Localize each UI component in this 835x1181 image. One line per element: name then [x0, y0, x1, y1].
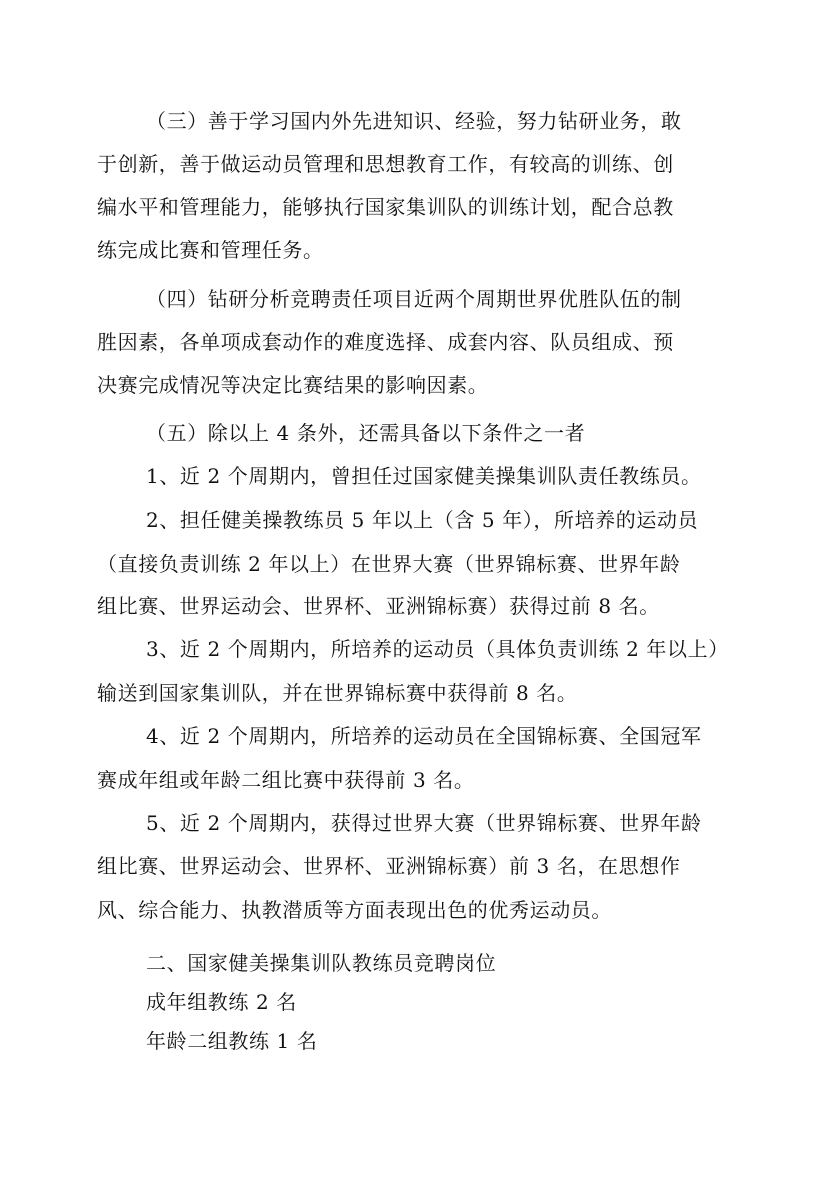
para3-line-4: 练完成比赛和管理任务。: [97, 238, 324, 262]
position-adult-coach: 成年组教练 2 名: [146, 990, 297, 1014]
para3-line-2: 于创新，善于做运动员管理和思想教育工作，有较高的训练、创: [97, 152, 674, 176]
item1-line-1: 1、近 2 个周期内，曾担任过国家健美操集训队责任教练员。: [146, 464, 702, 488]
para4-line-1: （四）钻研分析竞聘责任项目近两个周期世界优胜队伍的制: [146, 287, 682, 311]
item2-line-1: 2、担任健美操教练员 5 年以上（含 5 年），所培养的运动员: [146, 508, 699, 532]
item4-line-1: 4、近 2 个周期内，所培养的运动员在全国锦标赛、全国冠军: [146, 724, 702, 748]
position-age-group2-coach: 年龄二组教练 1 名: [146, 1029, 318, 1053]
item3-line-1: 3、近 2 个周期内，所培养的运动员（具体负责训练 2 年以上）: [146, 637, 729, 661]
section2-heading: 二、国家健美操集训队教练员竞聘岗位: [146, 951, 497, 975]
para3-line-3: 编水平和管理能力，能够执行国家集训队的训练计划，配合总教: [97, 195, 674, 219]
item2-line-2: （直接负责训练 2 年以上）在世界大赛（世界锦标赛、世界年龄: [97, 552, 681, 576]
item5-line-2: 组比赛、世界运动会、世界杯、亚洲锦标赛）前 3 名，在思想作: [97, 854, 681, 878]
item3-line-2: 输送到国家集训队，并在世界锦标赛中获得前 8 名。: [97, 681, 578, 705]
para5-line-1: （五）除以上 4 条外，还需具备以下条件之一者: [146, 421, 586, 445]
item4-line-2: 赛成年组或年龄二组比赛中获得前 3 名。: [97, 768, 475, 792]
item2-line-3: 组比赛、世界运动会、世界杯、亚洲锦标赛）获得过前 8 名。: [97, 594, 660, 618]
para4-line-3: 决赛完成情况等决定比赛结果的影响因素。: [97, 373, 489, 397]
item5-line-3: 风、综合能力、执教潜质等方面表现出色的优秀运动员。: [97, 898, 612, 922]
para4-line-2: 胜因素，各单项成套动作的难度选择、成套内容、队员组成、预: [97, 330, 674, 354]
item5-line-1: 5、近 2 个周期内，获得过世界大赛（世界锦标赛、世界年龄: [146, 811, 702, 835]
para3-line-1: （三）善于学习国内外先进知识、经验，努力钻研业务，敢: [146, 109, 682, 133]
